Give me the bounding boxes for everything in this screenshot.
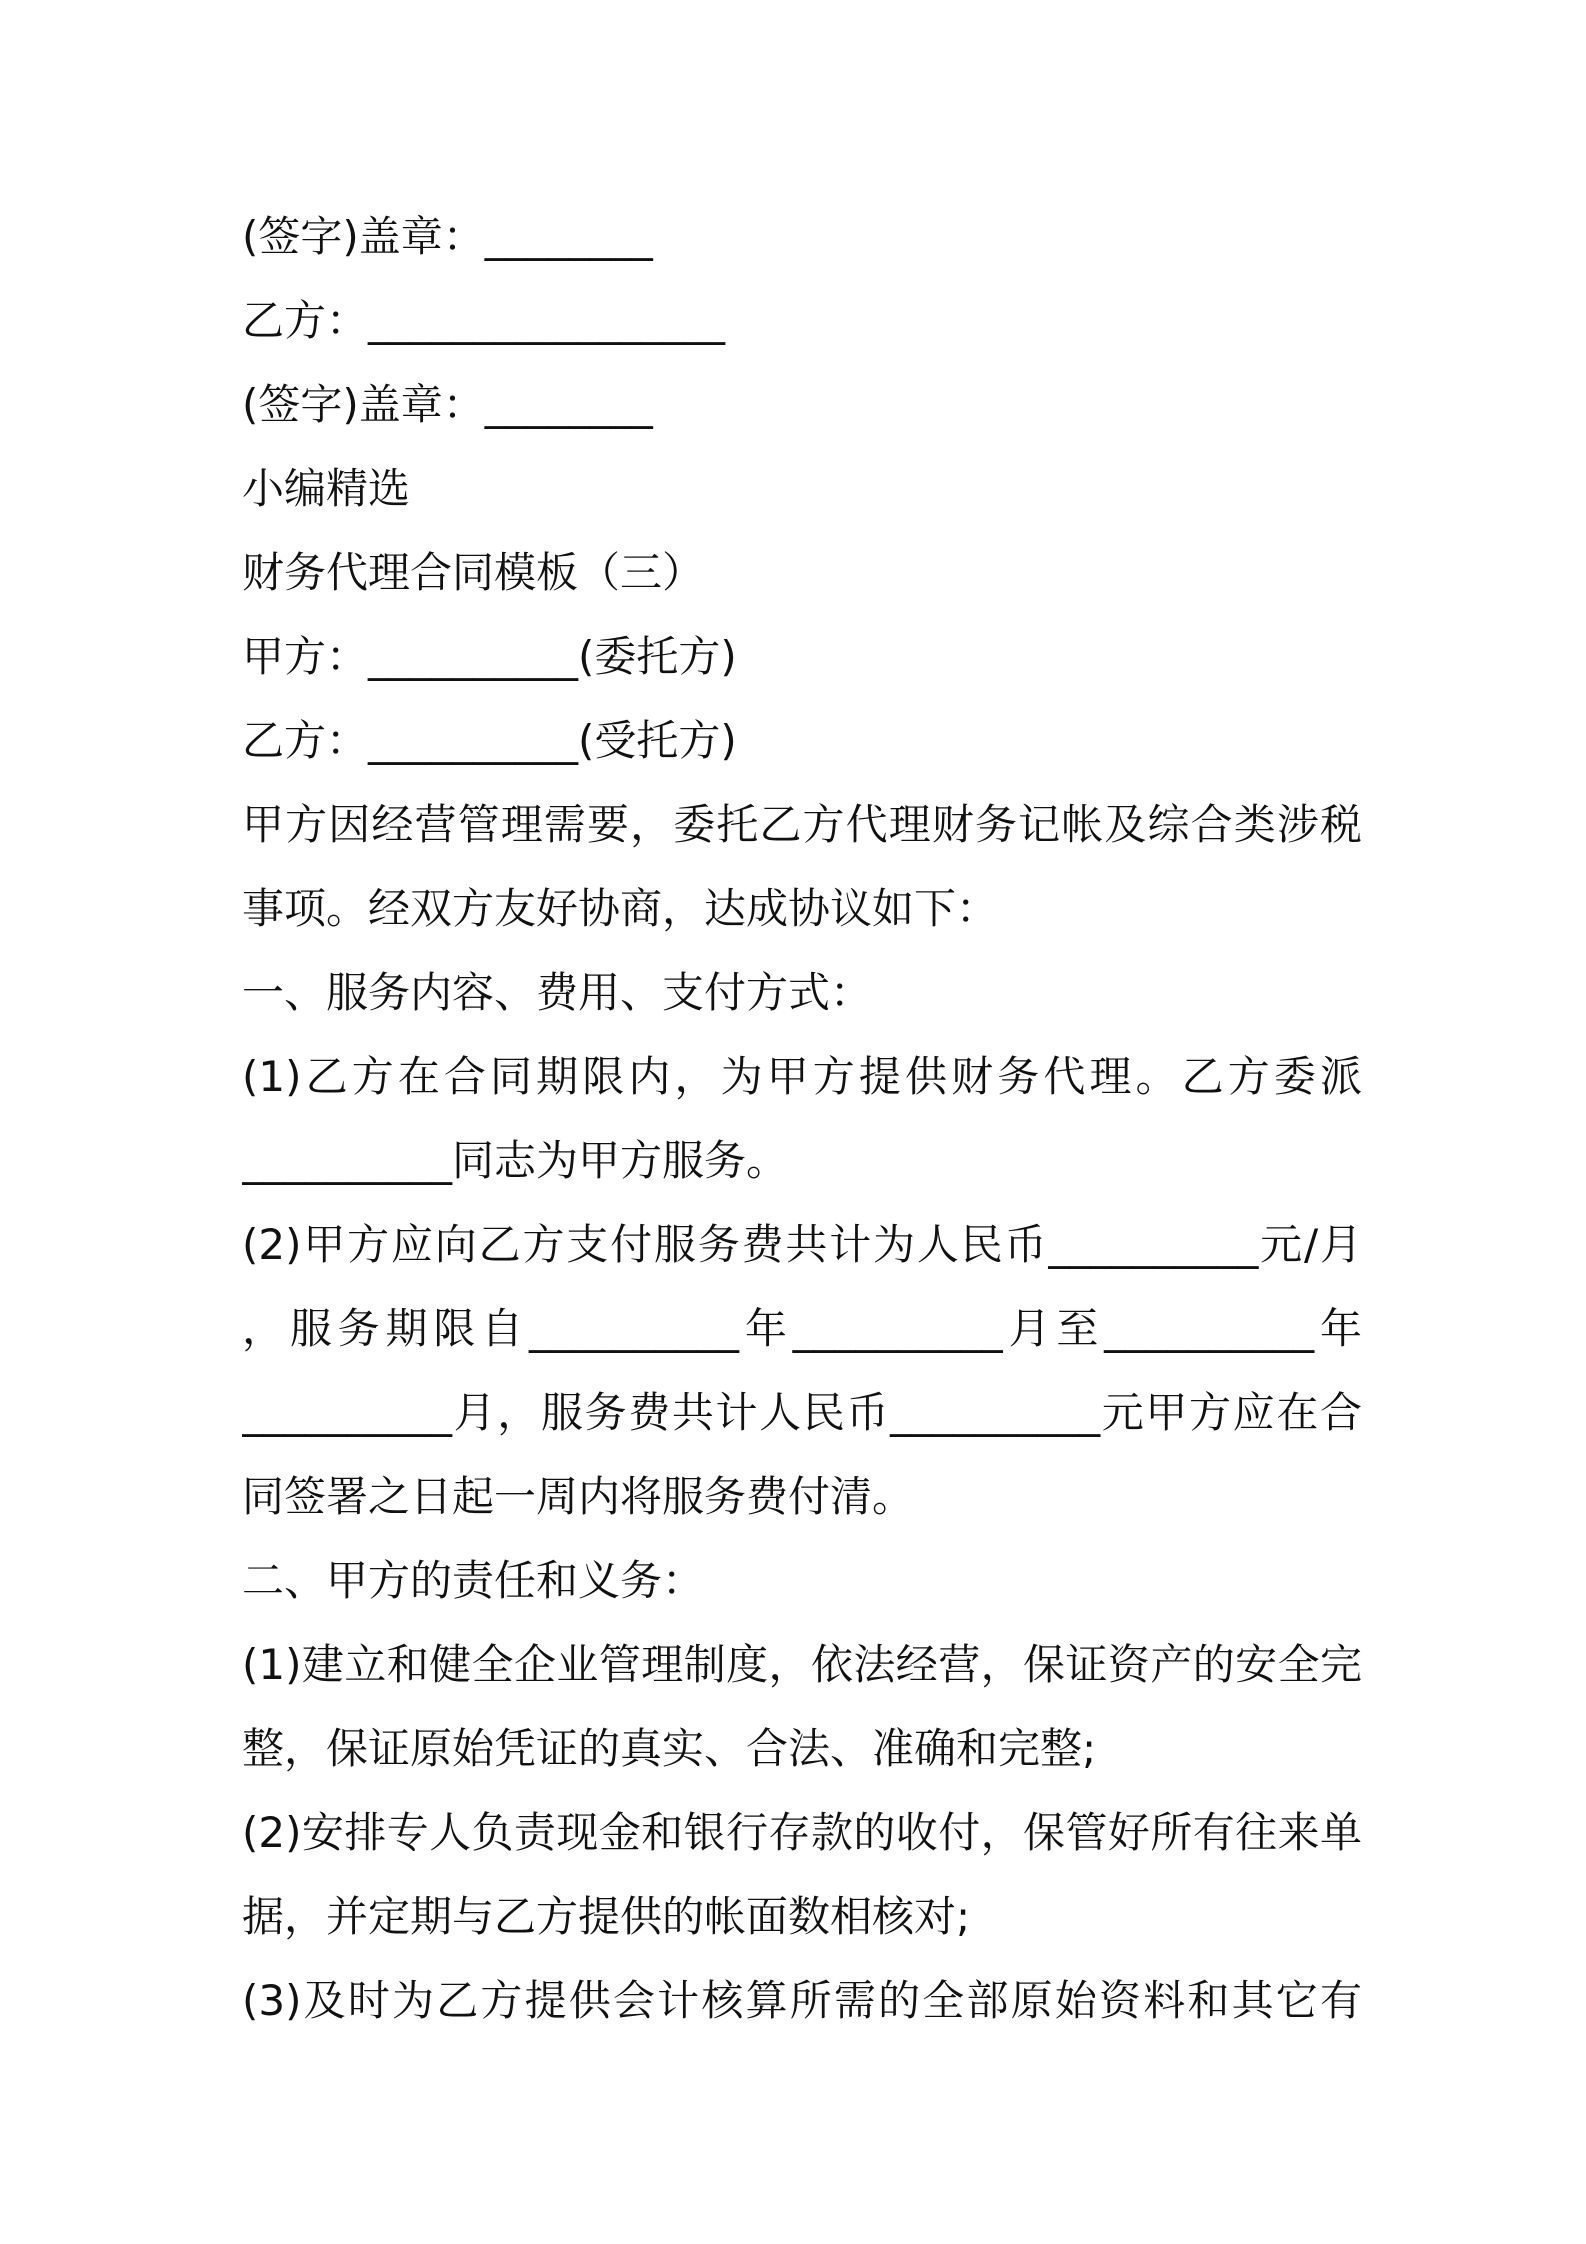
paragraph-line: (2)甲方应向乙方支付服务费共计为人民币__________元/月	[242, 1220, 1362, 1269]
paragraph-line: 同签署之日起一周内将服务费付清。	[242, 1472, 915, 1521]
paragraph-line: __________同志为甲方服务。	[242, 1136, 789, 1185]
paragraph-line: (1)乙方在合同期限内，为甲方提供财务代理。乙方委派	[242, 1052, 1362, 1101]
text-line: (签字)盖章：________	[242, 212, 653, 261]
paragraph-line: 事项。经双方友好协商，达成协议如下：	[242, 884, 999, 933]
text-line: (签字)盖章：________	[242, 380, 653, 429]
paragraph-line: ，服务期限自__________年__________月至__________年	[242, 1304, 1362, 1353]
paragraph-line: 据，并定期与乙方提供的帐面数相核对;	[242, 1892, 971, 1941]
text-line: 乙方：_________________	[242, 296, 726, 345]
text-line: 甲方：__________(委托方)	[242, 632, 737, 681]
paragraph-line: (3)及时为乙方提供会计核算所需的全部原始资料和其它有	[242, 1976, 1362, 2025]
document-title: 财务代理合同模板（三）	[242, 548, 705, 597]
paragraph-line: 甲方因经营管理需要，委托乙方代理财务记帐及综合类涉税	[242, 800, 1362, 849]
text-line: 乙方：__________(受托方)	[242, 716, 737, 765]
section-heading: 一、服务内容、费用、支付方式：	[242, 968, 873, 1017]
paragraph-line: __________月，服务费共计人民币__________元甲方应在合	[242, 1388, 1362, 1437]
paragraph-line: (1)建立和健全企业管理制度，依法经营，保证资产的安全完	[242, 1640, 1362, 1689]
section-heading: 二、甲方的责任和义务：	[242, 1556, 705, 1605]
paragraph-line: (2)安排专人负责现金和银行存款的收付，保管好所有往来单	[242, 1808, 1362, 1857]
paragraph-line: 整，保证原始凭证的真实、合法、准确和完整;	[242, 1724, 1097, 1773]
document-body	[242, 195, 1362, 2043]
section-note: 小编精选	[242, 464, 411, 513]
